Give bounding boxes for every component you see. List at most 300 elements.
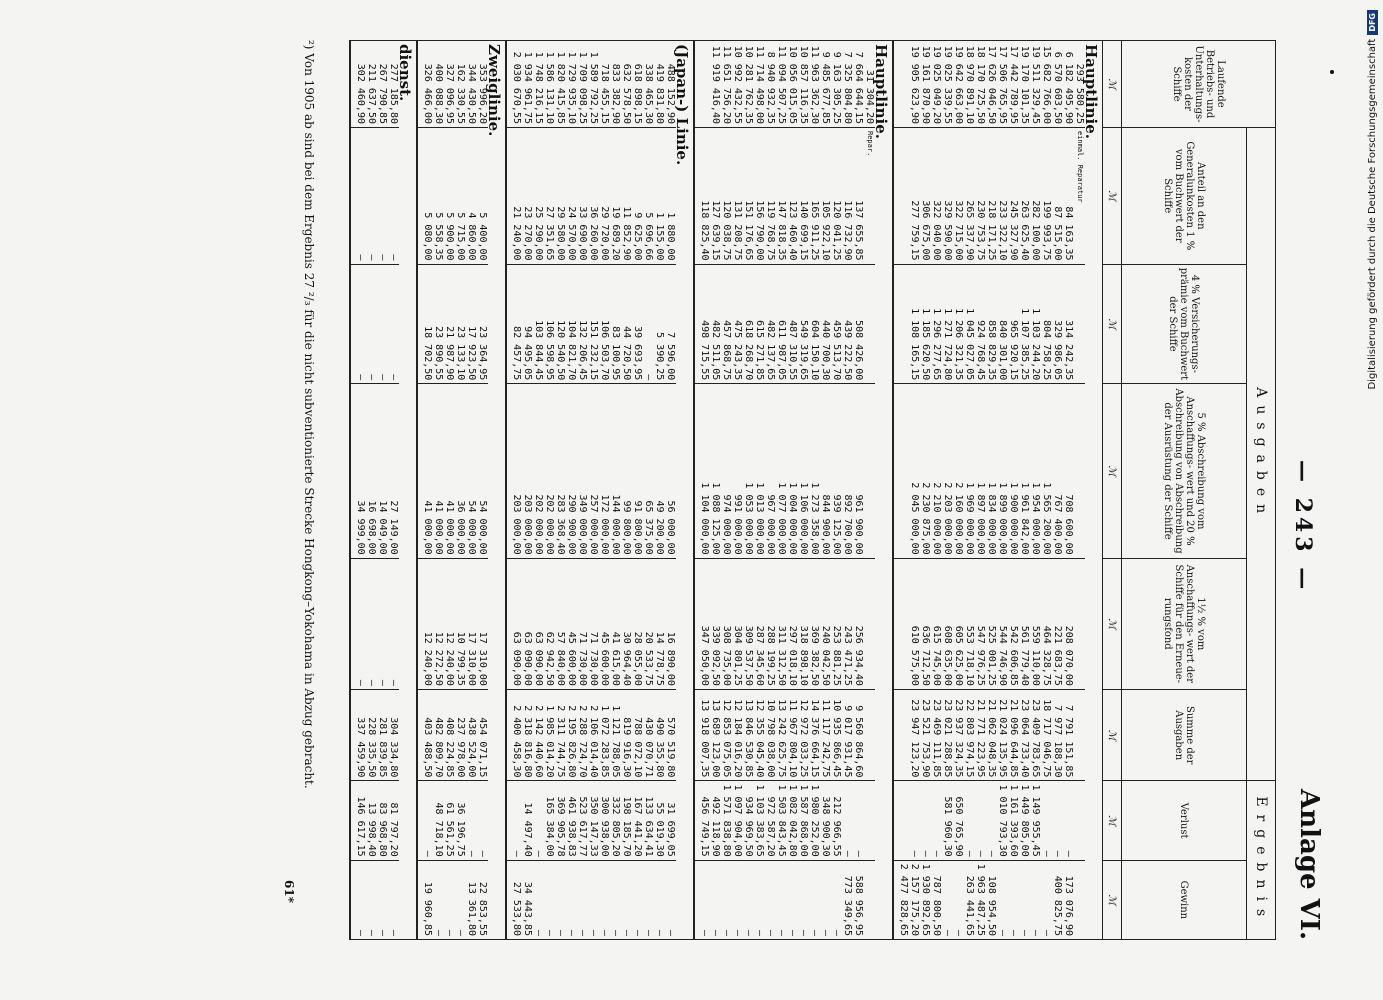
table-cell: 10 281 762,35 — [743, 41, 754, 128]
rule-cell — [893, 781, 898, 860]
table-cell: 13 361,80 — [466, 860, 477, 939]
unit-1: ℳ — [1103, 128, 1122, 265]
table-cell: — — [953, 860, 964, 939]
table-cell: — — [820, 860, 831, 939]
table-cell: 123 460,40 — [787, 128, 798, 265]
table-cell: 71 730,00 — [577, 558, 588, 689]
table-row — [577, 41, 588, 940]
table-cell: 17 626 046,50 — [986, 41, 997, 128]
table-cell: 570 519,80 — [665, 689, 676, 781]
table-cell: 967 000,00 — [765, 384, 776, 558]
table-cell: 311 312,50 — [776, 558, 787, 689]
table-cell: 13 918 007,35 — [699, 689, 710, 781]
table-cell: 338 465,30 — [643, 41, 654, 128]
table-cell: 7 791 151,85 — [1063, 689, 1074, 781]
financial-table — [349, 40, 1276, 940]
table-cell: 94 495,05 — [522, 264, 533, 384]
table-cell: — — [388, 860, 399, 939]
table-cell: 11 094 507,25 — [776, 41, 787, 128]
table-cell: 18 702,50 — [422, 264, 433, 384]
table-row — [732, 41, 743, 940]
table-cell: 14 049,00 — [377, 384, 388, 558]
table-cell: 172 000,00 — [599, 384, 610, 558]
table-cell: 23 890,55 — [433, 264, 444, 384]
table-cell: 10 799,35 — [455, 558, 466, 689]
table-cell: 482 809,70 — [433, 689, 444, 781]
table-cell: 304 801,25 — [732, 558, 743, 689]
table-row — [975, 41, 986, 940]
unit-5: ℳ — [1103, 689, 1122, 781]
table-cell: 326 466,00 — [422, 41, 433, 128]
table-cell: 492 118,90 — [710, 781, 721, 860]
table-cell: 353 996,20 — [477, 41, 488, 128]
table-cell: 1 010 793,30 — [997, 781, 1008, 860]
table-row — [643, 41, 654, 940]
table-cell: 302 460,90 — [355, 41, 366, 128]
table-cell: 19 960,85 — [422, 860, 433, 939]
table-cell — [1074, 781, 1085, 860]
table-cell: 10 798 038,00 — [765, 689, 776, 781]
table-cell: 34 999,00 — [355, 384, 366, 558]
table-cell: 11 651 756,20 — [721, 41, 732, 128]
table-cell: 1 097 904,00 — [732, 781, 743, 860]
table-cell: 1 880,00 — [665, 128, 676, 265]
table-cell: 14 778,75 — [654, 558, 665, 689]
rule-cell — [893, 41, 898, 128]
table-cell — [864, 860, 875, 939]
table-cell: 13 998,40 — [366, 781, 377, 860]
table-cell: 263 441,65 — [964, 860, 975, 939]
table-cell — [898, 781, 909, 860]
table-cell: 265 337,90 — [964, 128, 975, 265]
table-cell: 11 967 804,10 — [787, 689, 798, 781]
table-cell: 30 964,40 — [621, 558, 632, 689]
table-row — [809, 41, 820, 940]
table-cell: 322 040,00 — [931, 128, 942, 265]
table-cell: — — [422, 781, 433, 860]
table-row — [787, 41, 798, 940]
table-cell: 297 018,10 — [787, 558, 798, 689]
table-cell: — — [533, 781, 544, 860]
table-row — [621, 41, 632, 940]
table-cell: 208 070,00 — [1063, 558, 1074, 689]
table-cell: 961 900,00 — [853, 384, 864, 558]
table-cell: 27 533,80 — [511, 860, 522, 939]
table-cell: 82 457,75 — [511, 264, 522, 384]
table-cell: 140 699,15 — [798, 128, 809, 265]
table-cell: 33 690,00 — [577, 128, 588, 265]
section-end-rule — [417, 41, 422, 940]
table-cell: 2 045 000,00 — [909, 384, 920, 558]
table-cell: 23 064 733,40 — [1019, 689, 1030, 781]
rule-cell — [893, 384, 898, 558]
table-cell: — — [355, 264, 366, 384]
table-cell: 608 635,00 — [942, 558, 953, 689]
section-header-row — [399, 41, 417, 940]
table-cell: 490 355,80 — [654, 689, 665, 781]
table-cell: 28 055,00 — [632, 558, 643, 689]
table-cell: — — [931, 781, 942, 860]
table-cell: 147 818,35 — [776, 128, 787, 265]
table-cell: — — [776, 860, 787, 939]
table-cell: 233 322,10 — [997, 128, 1008, 265]
table-cell: 787 800,50 — [931, 860, 942, 939]
table-cell: 29 580,00 — [555, 128, 566, 265]
table-cell: 198 185,70 — [621, 781, 632, 860]
table-row — [754, 41, 765, 940]
table-cell: 17 506 765,95 — [997, 41, 1008, 128]
rule-cell — [893, 689, 898, 781]
table-cell: 21 096 644,85 — [1008, 689, 1019, 781]
sheet-content — [36, 40, 1324, 940]
table-cell: 44 720,50 — [621, 264, 632, 384]
table-cell: 1 108 165,15 — [909, 264, 920, 384]
table-cell: 547 976,25 — [975, 558, 986, 689]
table-cell: 1 155,00 — [654, 128, 665, 265]
table-cell: 318 898,10 — [798, 558, 809, 689]
table-cell: — — [1041, 860, 1052, 939]
table-cell: 31 699,05 — [665, 781, 676, 860]
table-cell: 464 328,75 — [1041, 558, 1052, 689]
table-cell: — — [1030, 860, 1041, 939]
table-cell: 16 890,00 — [665, 558, 676, 689]
table-cell: 290 900,00 — [566, 384, 577, 558]
table-row — [798, 41, 809, 940]
table-cell: 263 625,40 — [1019, 128, 1030, 265]
table-cell: — — [477, 781, 488, 860]
table-row — [544, 41, 555, 940]
table-cell: 314 242,35 — [1063, 264, 1074, 384]
table-cell: 12 240,00 — [422, 558, 433, 689]
table-cell: — — [699, 860, 710, 939]
rule-cell — [350, 558, 355, 689]
table-cell: 5 080,00 — [422, 128, 433, 265]
table-cell: 256 934,40 — [853, 558, 864, 689]
table-cell: 288 199,25 — [765, 558, 776, 689]
table-row — [1052, 41, 1063, 940]
table-cell: 650 765,90 — [953, 781, 964, 860]
table-cell: 2 160 000,00 — [953, 384, 964, 558]
table-cell: 2 400 458,30 — [511, 689, 522, 781]
table-row — [366, 41, 377, 940]
table-row — [1019, 41, 1030, 940]
table-cell: 10 056 015,05 — [787, 41, 798, 128]
table-cell: — — [366, 128, 377, 265]
rule-cell — [893, 558, 898, 689]
table-cell: 718 455,15 — [599, 41, 610, 128]
table-cell: — — [1063, 781, 1074, 860]
col-header-2: 4 % Versicherungs- prämie vom Buchwert der Schiffe — [1122, 264, 1247, 384]
table-cell: 12 972 033,25 — [798, 689, 809, 781]
table-row — [654, 41, 665, 940]
table-cell: — — [599, 860, 610, 939]
table-row — [522, 41, 533, 940]
table-cell: — — [1019, 860, 1030, 939]
table-cell: 2 311 744,75 — [555, 689, 566, 781]
table-cell: 1 161 393,60 — [1008, 781, 1019, 860]
table-cell — [898, 41, 909, 128]
table-cell: 14 497,40 — [522, 781, 533, 860]
table-cell: 230 753,75 — [975, 128, 986, 265]
table-cell: 151 232,15 — [588, 264, 599, 384]
table-cell: 23 364,95 — [477, 264, 488, 384]
table-cell: 199 993,75 — [1041, 128, 1052, 265]
table-cell: 618 898,15 — [632, 41, 643, 128]
table-cell: — — [577, 860, 588, 939]
rule-cell — [893, 128, 898, 265]
table-cell: 12 272,50 — [433, 558, 444, 689]
table-cell: 308 735,00 — [721, 558, 732, 689]
table-row — [555, 41, 566, 940]
table-cell: 344 430,50 — [466, 41, 477, 128]
table-cell: — — [377, 558, 388, 689]
table-cell: 23 521 753,90 — [920, 689, 931, 781]
section-header-row — [875, 41, 893, 940]
table-cell: — — [853, 781, 864, 860]
table-cell: 708 600,00 — [1063, 384, 1074, 558]
table-cell: 54 000,00 — [466, 384, 477, 558]
table-cell: — — [433, 860, 444, 939]
table-cell: 118 825,40 — [699, 128, 710, 265]
table-cell: — — [809, 860, 820, 939]
table-row — [953, 41, 964, 940]
section-header-row — [488, 41, 506, 940]
table-cell — [699, 41, 710, 128]
table-cell: — — [986, 781, 997, 860]
unit-2: ℳ — [1103, 264, 1122, 384]
digitization-strip — [1345, 10, 1378, 995]
table-cell: 25 290,00 — [533, 128, 544, 265]
section-end-rule — [893, 41, 898, 940]
table-cell — [1074, 384, 1085, 558]
table-cell: 23 937 324,35 — [953, 689, 964, 781]
table-cell: 165 384,00 — [544, 781, 555, 860]
table-cell: 773 349,65 — [842, 860, 853, 939]
table-cell: 322 715,00 — [953, 128, 964, 265]
table-row — [776, 41, 787, 940]
table-cell: 203 000,00 — [522, 384, 533, 558]
table-cell: — — [654, 860, 665, 939]
table-cell: 245 327,90 — [1008, 128, 1019, 265]
table-cell: 91 800,00 — [632, 384, 643, 558]
digitization-note — [1367, 10, 1383, 995]
table-row — [831, 41, 842, 940]
table-row — [477, 41, 488, 940]
table-cell: 934 969,50 — [743, 781, 754, 860]
table-cell: 544 746,90 — [997, 558, 1008, 689]
col-header-0: Laufende Betriebs- und Unterhaltungs- kosten der Schiffe — [1122, 41, 1276, 128]
table-cell: — — [366, 558, 377, 689]
table-cell: 1 954 000,00 — [1030, 384, 1041, 558]
table-cell: 12 240,00 — [444, 558, 455, 689]
table-cell: 106 503,70 — [599, 264, 610, 384]
table-cell — [864, 384, 875, 558]
table-cell: 6 182 495,90 — [1063, 41, 1074, 128]
table-cell: 151 176,65 — [743, 128, 754, 265]
table-cell: — — [621, 860, 632, 939]
table-cell: 1 899 000,00 — [997, 384, 1008, 558]
table-cell: 22 803 974,15 — [964, 689, 975, 781]
table-cell: 611 987,05 — [776, 264, 787, 384]
table-cell: 20 533,75 — [643, 558, 654, 689]
table-row — [931, 41, 942, 940]
table-cell: 1 206 321,35 — [953, 264, 964, 384]
table-cell: 12 184 016,20 — [732, 689, 743, 781]
table-cell: 5 696,66 — [643, 128, 654, 265]
table-cell: 11 963 362,30 — [809, 41, 820, 128]
table-cell: — — [1008, 860, 1019, 939]
table-cell: 350 147,33 — [588, 781, 599, 860]
table-cell: 65 375,00 — [643, 384, 654, 558]
table-cell: 2 106 014,40 — [588, 689, 599, 781]
table-cell: 31 304,20 — [864, 41, 875, 128]
table-cell: 41 000,00 — [444, 384, 455, 558]
table-cell: 403 488,50 — [422, 689, 433, 781]
table-cell: 788 072,10 — [632, 689, 643, 781]
table-cell: 1 961 842,00 — [1019, 384, 1030, 558]
table-cell: 2 477 828,65 — [898, 860, 909, 939]
table-cell: 459 513,70 — [831, 264, 842, 384]
table-row — [964, 41, 975, 940]
table-row — [942, 41, 953, 940]
table-cell: 156 790,00 — [754, 128, 765, 265]
table-cell: 5 390,25 — [654, 264, 665, 384]
table-cell: 203 000,00 — [511, 384, 522, 558]
table-cell: 9 485 677,85 — [820, 41, 831, 128]
table-cell: 605 625,00 — [953, 558, 964, 689]
table-cell: 300 938,00 — [599, 781, 610, 860]
section-title: Hauptlinie. — [1085, 41, 1103, 940]
table-cell: 19 642 663,00 — [953, 41, 964, 128]
table-cell: 120 540,50 — [555, 264, 566, 384]
table-cell: 19 170 101,35 — [1019, 41, 1030, 128]
rule-cell — [350, 128, 355, 265]
table-row — [853, 41, 864, 940]
table-cell: 14 376 664,15 — [809, 689, 820, 781]
table-cell: 1 565 200,00 — [1041, 384, 1052, 558]
table-cell: 10 935 866,45 — [831, 689, 842, 781]
table-cell: 9 163 305,25 — [831, 41, 842, 128]
table-cell: — — [455, 860, 466, 939]
table-cell: 21 771 223,95 — [975, 689, 986, 781]
table-cell: 108 954,50 — [986, 860, 997, 939]
table-cell: 12 853 075,05 — [721, 689, 732, 781]
table-cell: 1 013 000,00 — [754, 384, 765, 558]
section-title: Zweiglinie. — [488, 41, 506, 940]
table-cell: 137 655,85 — [853, 128, 864, 265]
table-cell: 5 558,35 — [433, 128, 444, 265]
table-cell: 1 709 098,25 — [577, 41, 588, 128]
table-cell: 240 042,50 — [820, 558, 831, 689]
table-cell: — — [377, 860, 388, 939]
table-cell: 632 578,50 — [621, 41, 632, 128]
table-row — [743, 41, 754, 940]
table-cell: 304 334,80 — [388, 689, 399, 781]
table-cell: 400 825,75 — [1052, 860, 1063, 939]
table-cell: 1 748 216,15 — [533, 41, 544, 128]
table-cell: 1 729 935,10 — [566, 41, 577, 128]
table-cell — [1074, 264, 1085, 384]
table-row — [444, 41, 455, 940]
table-cell: 105 922,10 — [820, 128, 831, 265]
table-cell: 2 195 826,80 — [566, 689, 577, 781]
table-cell: 804 758,25 — [1041, 264, 1052, 384]
table-cell: 1 185 620,50 — [920, 264, 931, 384]
table-cell: 337 459,90 — [355, 689, 366, 781]
table-cell: 604 150,10 — [809, 264, 820, 384]
table-cell: — — [964, 781, 975, 860]
table-cell: 281 839,85 — [377, 689, 388, 781]
table-cell: 11 919 416,40 — [710, 41, 721, 128]
table-cell: — — [388, 558, 399, 689]
table-cell: — — [544, 860, 555, 939]
table-cell: 23 409 783,65 — [1030, 689, 1041, 781]
table-cell: 892 700,00 — [842, 384, 853, 558]
table-cell: 542 606,85 — [1008, 558, 1019, 689]
table-cell: — — [533, 860, 544, 939]
table-row — [710, 41, 721, 940]
table-cell: 306 675,00 — [920, 128, 931, 265]
rotated-sheet — [36, 40, 1324, 940]
table-cell: 1 834 000,00 — [986, 384, 997, 558]
table-cell: 237 978,00 — [455, 689, 466, 781]
table-cell: 2 230 875,00 — [920, 384, 931, 558]
table-cell: 45 600,00 — [566, 558, 577, 689]
table-cell: — — [1052, 781, 1063, 860]
table-cell: 1 985 014,20 — [544, 689, 555, 781]
table-cell: 211 637,50 — [366, 41, 377, 128]
table-cell: 83 100,95 — [610, 264, 621, 384]
table-cell: 61 561,25 — [444, 781, 455, 860]
table-cell: 1 088 125,00 — [710, 384, 721, 558]
table-cell: 49 200,00 — [654, 384, 665, 558]
table-cell: 1 149 955,45 — [1030, 781, 1041, 860]
table-cell: 17 310,00 — [466, 558, 477, 689]
table-cell: 11 714 498,00 — [754, 41, 765, 128]
table-cell: 19 905 623,90 — [909, 41, 920, 128]
section-end-rule — [506, 41, 511, 940]
table-row — [1008, 41, 1019, 940]
section-title: Hauptlinie. — [875, 41, 893, 940]
table-cell: 21 024 135,95 — [997, 689, 1008, 781]
table-cell: 17 442 789,95 — [1008, 41, 1019, 128]
table-cell: 488 152,90 — [665, 41, 676, 128]
table-cell: — — [743, 860, 754, 939]
table-cell: 461 938,83 — [566, 781, 577, 860]
table-cell: 13 846 530,85 — [743, 689, 754, 781]
table-cell: 283 368,40 — [555, 384, 566, 558]
table-cell: 339 092,50 — [710, 558, 721, 689]
table-cell: 1 053 000,00 — [743, 384, 754, 558]
table-cell: — — [721, 860, 732, 939]
table-cell: 6 570 603,50 — [1052, 41, 1063, 128]
table-row — [986, 41, 997, 940]
table-cell: 282 100,00 — [1030, 128, 1041, 265]
table-cell: 63 090,00 — [533, 558, 544, 689]
table-cell: 23 270,00 — [522, 128, 533, 265]
rule-cell — [417, 781, 422, 860]
table-cell: 99 800,00 — [621, 384, 632, 558]
table-cell — [864, 689, 875, 781]
table-cell: 475 243,35 — [732, 264, 743, 384]
unit-3: ℳ — [1103, 384, 1122, 558]
table-cell: 13 242 625,75 — [776, 689, 787, 781]
table-cell: 2 210 000,00 — [931, 384, 942, 558]
table-cell: 588 956,95 — [853, 860, 864, 939]
table-cell: — — [555, 860, 566, 939]
table-cell: 482 137,65 — [765, 264, 776, 384]
table-cell: 9 625,00 — [632, 128, 643, 265]
